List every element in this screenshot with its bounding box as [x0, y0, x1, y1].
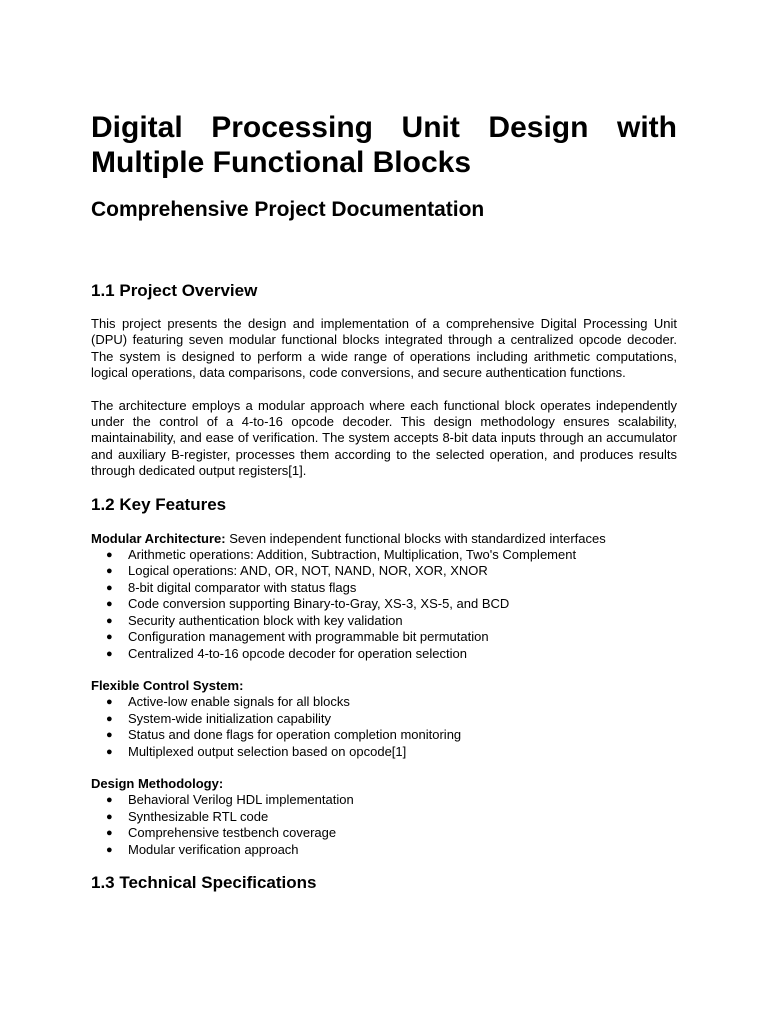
bullet-icon: ●: [106, 647, 113, 660]
bullet-icon: ●: [106, 827, 113, 840]
list-item-text: Configuration management with programmable bit permutation: [128, 629, 489, 645]
list-item-text: System-wide initialization capability: [128, 710, 332, 726]
feature-group-description: Seven independent functional blocks with standardized interfaces: [225, 530, 606, 546]
list-item: [91, 613, 677, 629]
document-title: [91, 110, 677, 180]
list-item-text: Modular verification approach: [128, 841, 299, 857]
bullet-icon: ●: [106, 565, 113, 578]
list-item: [91, 825, 677, 841]
list-item: [91, 727, 677, 743]
bullet-icon: ●: [106, 729, 113, 742]
list-item-text: Active-low enable signals for all blocks: [128, 694, 350, 710]
bullet-icon: ●: [106, 843, 113, 856]
overview-paragraph-1: This project presents the design and implementation of a comprehensive Digital Processing Unit (DPU) featuring seven modular functional blocks integrated through a centralized opcode decoder. The system is designed to perform a wide range of operations including arithmetic computations, logical operations, data comparisons, code conversions, and secure authentication functions.: [91, 316, 677, 381]
list-item-text: Logical operations: AND, OR, NOT, NAND, NOR, XOR, XNOR: [128, 563, 488, 579]
list-item-text: Comprehensive testbench coverage: [128, 825, 337, 841]
section-heading-key-features: 1.2 Key Features: [91, 494, 227, 514]
list-item: [91, 547, 677, 563]
list-item-text: Code conversion supporting Binary-to-Gray, XS-3, XS-5, and BCD: [128, 596, 510, 612]
bullet-icon: ●: [106, 794, 113, 807]
feature-list-design-methodology: [91, 792, 677, 858]
list-item: [91, 563, 677, 579]
bullet-icon: ●: [106, 631, 113, 644]
feature-group-label-design-methodology: [91, 776, 677, 792]
list-item-text: Multiplexed output selection based on opcode[1]: [128, 743, 407, 759]
feature-group-title: Modular Architecture:: [91, 530, 226, 546]
list-item-text: Security authentication block with key validation: [128, 612, 403, 628]
list-item: [91, 809, 677, 825]
list-item: [91, 711, 677, 727]
bullet-icon: ●: [106, 712, 113, 725]
feature-list-flexible-control: [91, 694, 677, 760]
bullet-icon: ●: [106, 810, 113, 823]
list-item-text: Synthesizable RTL code: [128, 808, 269, 824]
bullet-icon: ●: [106, 696, 113, 709]
feature-group-title: Flexible Control System:: [91, 677, 244, 693]
list-item-text: 8-bit digital comparator with status flags: [128, 579, 357, 595]
list-item-text: Arithmetic operations: Addition, Subtraction, Multiplication, Two's Complement: [128, 547, 577, 563]
overview-paragraph-2: The architecture employs a modular approach where each functional block operates independently under the control of a 4-to-16 opcode decoder. This design methodology ensures scalability, maintainability, and ease of verification. The system accepts 8-bit data inputs through an accumulator and auxiliary B-register, processes them according to the selected operation, and produces results through dedicated output registers[1].: [91, 397, 677, 479]
bullet-icon: ●: [106, 614, 113, 627]
list-item: [91, 646, 677, 662]
list-item-text: Status and done flags for operation completion monitoring: [128, 727, 462, 743]
bullet-icon: ●: [106, 549, 113, 562]
feature-group-label-modular-architecture: [91, 531, 677, 547]
feature-group-label-flexible-control: [91, 678, 677, 694]
bullet-icon: ●: [106, 598, 113, 611]
list-item: [91, 694, 677, 710]
bullet-icon: ●: [106, 745, 113, 758]
document-title-line-2: Multiple Functional Blocks: [91, 146, 472, 179]
section-heading-project-overview: 1.1 Project Overview: [91, 281, 258, 300]
list-item: [91, 580, 677, 596]
list-item: [91, 629, 677, 645]
feature-group-title: Design Methodology:: [91, 775, 224, 791]
list-item-text: Behavioral Verilog HDL implementation: [128, 792, 354, 808]
list-item: [91, 842, 677, 858]
list-item: [91, 596, 677, 612]
feature-list-modular-architecture: [91, 547, 677, 662]
bullet-icon: ●: [106, 581, 113, 594]
list-item-text: Centralized 4-to-16 opcode decoder for operation selection: [128, 645, 467, 661]
list-item: [91, 744, 677, 760]
list-item: [91, 792, 677, 808]
section-heading-technical-specifications: 1.3 Technical Specifications: [91, 872, 317, 892]
document-title-line-1: Digital Processing Unit Design with: [91, 111, 677, 144]
document-subtitle: Comprehensive Project Documentation: [91, 198, 485, 221]
